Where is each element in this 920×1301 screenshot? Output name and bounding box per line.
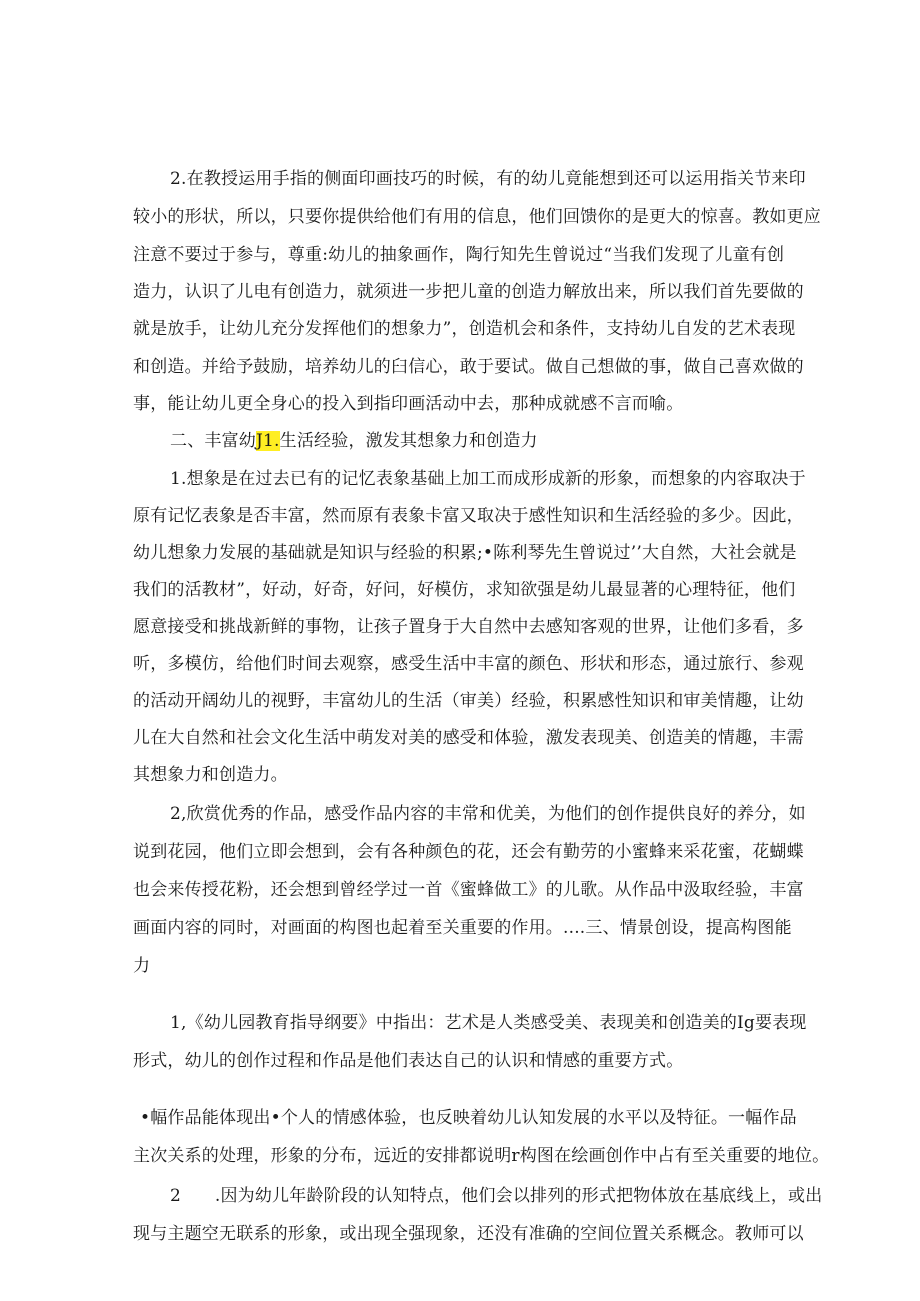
text-line: 主次关系的处理，形象的分布，远近的安排都说明r构图在绘画创作中占有至关重要的地位。 [133, 1146, 830, 1166]
text-line: 2.在教授运用手指的侧面印画技巧的时候，有的幼儿竟能想到还可以运用指关节来印 [170, 169, 806, 189]
highlighted-text: J1. [256, 431, 280, 451]
text-line: 较小的形状，所以，只要你提供给他们有用的信息，他们回馈你的是更大的惊喜。教如更应 [133, 207, 821, 227]
text-line: 和创造。并给予鼓励，培养幼儿的臼信心，敢于要试。做自己想做的事，做自己喜欢做的 [133, 357, 804, 377]
text-line: 听，多模仿，给他们时间去观察，感受生活中丰富的颜色、形状和形态，通过旅行、参观 [133, 654, 804, 674]
text-line: 事，能让幼儿更全身心的投入到指印画活动中去，那种成就感不言而喻。 [133, 394, 684, 414]
text-line: 其想象力和创造力。 [133, 765, 288, 785]
text-line: 注意不要过于参与，尊重:幼儿的抽象画作，陶行知先生曾说过“当我们发现了儿童有创 [133, 245, 785, 265]
text-line: 幼儿想象力发展的基础就是知识与经验的积累;•陈利琴先生曾说过’’大自然，大社会就是 [133, 543, 797, 563]
text-line: 也会来传授花粉，还会想到曾经学过一首《蜜蜂做工》的儿歌。从作品中汲取经验，丰富 [133, 880, 804, 900]
text-line: •幅作品能体现出•个人的情感体验，也反映着幼儿认知发展的水平以及特征。一幅作品 [140, 1108, 797, 1128]
text-line: 2,欣赏优秀的作品，感受作品内容的丰常和优美，为他们的创作提供良好的养分，如 [170, 804, 806, 824]
text-line: 说到花园，他们立即会想到，会有各种颜色的花，还会有勤劳的小蜜蜂来采花蜜，花蝴蝶 [133, 842, 804, 862]
text-line: 就是放手，让幼儿充分发挥他们的想象力”，创造机会和条件，支持幼儿自发的艺术表现 [133, 319, 796, 339]
text-line: 画面内容的同时，对画面的构图也起着至关重要的作用。....三、情景创设，提高构图能 [133, 918, 792, 938]
text-line: 力 [133, 956, 151, 976]
text-line: 我们的活教材”，好动，好奇，好问，好模仿，求知欲强是幼儿最显著的心理特征，他们 [133, 580, 796, 600]
section-heading-end: 生活经验，激发其想象力和创造力 [279, 431, 538, 451]
text-line: 2 .因为幼儿年龄阶段的认知特点，他们会以排列的形式把物体放在基底线上，或出 [170, 1186, 823, 1206]
text-line: 造力，认识了儿电有创造力，就须进一步把儿童的创造力解放出来，所以我们首先要做的 [133, 282, 804, 302]
text-line: 愿意接受和挑战新鲜的事物，让孩子置身于大自然中去感知客观的世界，让他们多看，多 [133, 617, 804, 637]
text-line: 儿在大自然和社会文化生活中萌发对美的感受和体验，激发表现美、创造美的情趣，丰需 [133, 728, 804, 748]
text-line: 原有记忆表象是否丰富，然而原有表象卡富又取决于感性知识和生活经验的多少。因此， [133, 506, 804, 526]
text-line: 形式，幼儿的创作过程和作品是他们表达自己的认识和情感的重要方式。 [133, 1051, 684, 1071]
text-line: 1.想象是在过去已有的记忆表象基础上加工而成形成新的形象，而想象的内容取决于 [170, 469, 806, 489]
section-heading-start: 二、丰富幼 [170, 431, 256, 451]
section-heading [170, 430, 538, 452]
text-line: 的活动开阔幼儿的视野，丰富幼儿的生活（审美）经验，积累感性知识和审美情趣，让幼 [133, 691, 804, 711]
text-line: 1,《幼儿园教育指导纲要》中指出：艺术是人类感受美、表现美和创造美的Ig要表现 [170, 1013, 807, 1033]
text-line: 现与主题空无联系的形象，或出现全强现象，还没有准确的空间位置关系概念。教师可以 [133, 1224, 804, 1244]
